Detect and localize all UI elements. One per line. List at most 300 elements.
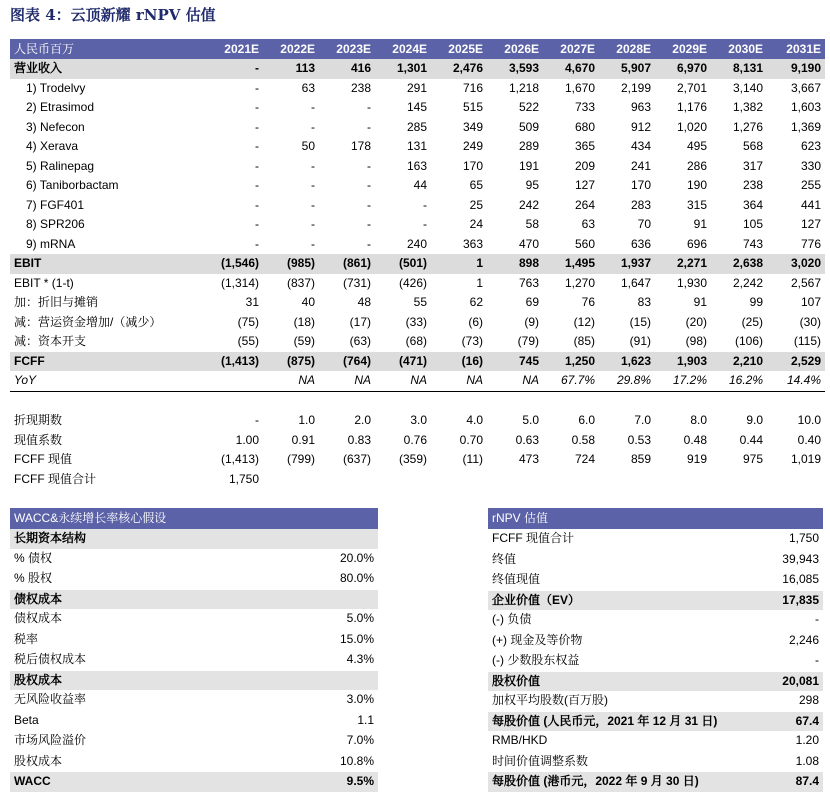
value-cell: 560 [574, 236, 595, 251]
valuation-row [488, 570, 823, 591]
value-cell: 50 [301, 139, 315, 154]
value-cell: 9.5% [280, 772, 378, 792]
value-cell: 568 [742, 139, 763, 154]
value-cell: NA [375, 371, 431, 391]
valuation-row [488, 529, 823, 549]
row-label [10, 391, 205, 411]
value-cell: 1,250 [543, 352, 599, 372]
table-row [10, 470, 825, 490]
value-cell: 16.2% [711, 371, 767, 391]
value-cell: (106) [734, 334, 763, 349]
value-cell: 724 [574, 452, 595, 467]
value-cell: 2,701 [676, 80, 707, 95]
value-cell: 24 [469, 217, 483, 232]
value-cell: (79) [517, 334, 539, 349]
value-cell: - [423, 217, 427, 232]
value-cell: 898 [487, 254, 543, 274]
assumption-row [10, 549, 378, 569]
assumption-row [10, 609, 378, 629]
value-cell: 289 [518, 139, 539, 154]
value-cell: 1,937 [599, 254, 655, 274]
value-cell: 0.40 [797, 432, 821, 447]
value-cell: (15) [629, 314, 651, 329]
value-cell: 1,270 [564, 275, 595, 290]
value-cell: 40 [301, 295, 315, 310]
value-cell: 623 [800, 139, 821, 154]
value-cell: 9.0 [746, 413, 763, 428]
value-cell: (25) [741, 314, 763, 329]
value-cell: 17.2% [655, 371, 711, 391]
row-label: 债权成本 [10, 589, 280, 609]
value-cell [767, 391, 825, 411]
value-cell: 1,750 [228, 471, 259, 486]
value-cell: (426) [398, 275, 427, 290]
table-header [10, 39, 825, 59]
value-cell: 515 [462, 100, 483, 115]
valuation-row [488, 590, 823, 610]
value-cell: 29.8% [599, 371, 655, 391]
value-cell: 1 [431, 254, 487, 274]
table-row [10, 313, 825, 333]
value-cell: - [255, 119, 259, 134]
value-cell: 1,276 [732, 119, 763, 134]
row-label: 税后债权成本 [10, 650, 280, 671]
value-cell: 87.4 [748, 772, 823, 792]
value-cell [543, 391, 599, 411]
value-cell: 1,369 [790, 119, 821, 134]
value-cell: 963 [630, 100, 651, 115]
value-cell: - [367, 158, 371, 173]
row-label: 终值现值 [488, 570, 748, 591]
table-row [10, 137, 825, 157]
value-cell [431, 470, 487, 490]
value-cell: 1,603 [790, 100, 821, 115]
value-cell: 3,020 [767, 254, 825, 274]
value-cell: (799) [286, 452, 315, 467]
valuation-row [488, 751, 823, 772]
value-cell: 1.00 [235, 432, 259, 447]
value-cell [280, 670, 378, 690]
value-cell: 238 [350, 80, 371, 95]
header-label: WACC&永续增长率核心假设 [10, 508, 280, 529]
wacc-assumptions-table [10, 508, 378, 792]
header-label: 人民币百万 [10, 39, 205, 59]
row-label: 长期资本结构 [10, 529, 280, 549]
value-cell: 9,190 [767, 59, 825, 79]
value-cell: (837) [286, 275, 315, 290]
value-cell: 107 [800, 295, 821, 310]
header-cell: 2025E [431, 39, 487, 59]
value-cell: 0.44 [739, 432, 763, 447]
row-label: 6) Taniborbactam [26, 178, 119, 193]
row-label: 时间价值调整系数 [488, 751, 748, 772]
value-cell: (501) [375, 254, 431, 274]
value-cell: - [311, 197, 315, 212]
value-cell [431, 391, 487, 411]
value-cell: 67.7% [543, 371, 599, 391]
value-cell: 241 [630, 158, 651, 173]
table-row [10, 450, 825, 470]
row-label: 企业价值（EV） [488, 590, 748, 610]
value-cell: 238 [742, 178, 763, 193]
value-cell: 1,903 [655, 352, 711, 372]
value-cell: (16) [431, 352, 487, 372]
value-cell: (98) [685, 334, 707, 349]
value-cell: 1,670 [564, 80, 595, 95]
value-cell: - [255, 100, 259, 115]
assumption-row [10, 670, 378, 690]
row-label: 3) Nefecon [26, 119, 85, 134]
value-cell: 16,085 [748, 570, 823, 591]
value-cell: 5.0% [280, 609, 378, 629]
valuation-row [488, 651, 823, 672]
table-header [488, 508, 823, 529]
value-cell: - [311, 119, 315, 134]
table-row [10, 431, 825, 451]
value-cell: 434 [630, 139, 651, 154]
value-cell: 975 [742, 452, 763, 467]
value-cell: 69 [525, 295, 539, 310]
assumption-row [10, 529, 378, 549]
row-label: FCFF 现值合计 [488, 529, 748, 549]
value-cell: 44 [413, 178, 427, 193]
value-cell [599, 391, 655, 411]
value-cell [655, 391, 711, 411]
value-cell: 170 [630, 178, 651, 193]
value-cell: 441 [800, 197, 821, 212]
table-row [10, 196, 825, 216]
value-cell: 8.0 [690, 413, 707, 428]
header-cell: 2027E [543, 39, 599, 59]
value-cell: 298 [748, 691, 823, 711]
header-cell: 2021E [205, 39, 263, 59]
value-cell: (359) [398, 452, 427, 467]
value-cell: 48 [357, 295, 371, 310]
value-cell [599, 470, 655, 490]
valuation-row [488, 711, 823, 731]
value-cell: 283 [630, 197, 651, 212]
value-cell: 636 [630, 236, 651, 251]
row-label: 市场风险溢价 [10, 731, 280, 752]
value-cell: 1.0 [298, 413, 315, 428]
row-label: % 股权 [10, 569, 280, 590]
value-cell: 0.63 [515, 432, 539, 447]
value-cell: 10.0 [797, 413, 821, 428]
row-label: 7) FGF401 [26, 197, 85, 212]
value-cell: 0.58 [571, 432, 595, 447]
value-cell: 1,176 [676, 100, 707, 115]
value-cell: 2,476 [431, 59, 487, 79]
assumption-row [10, 710, 378, 731]
value-cell: 0.91 [291, 432, 315, 447]
value-cell: 1,750 [748, 529, 823, 549]
value-cell [319, 391, 375, 411]
assumption-row [10, 569, 378, 590]
value-cell: 6.0 [578, 413, 595, 428]
assumption-row [10, 589, 378, 609]
value-cell: (115) [793, 334, 821, 349]
header-cell: 2030E [711, 39, 767, 59]
value-cell [711, 470, 767, 490]
value-cell: (1,413) [205, 352, 263, 372]
value-cell: (1,413) [220, 452, 259, 467]
value-cell: 113 [263, 59, 319, 79]
value-cell: 0.76 [403, 432, 427, 447]
value-cell: - [311, 178, 315, 193]
value-cell: NA [487, 371, 543, 391]
value-cell: 3,667 [790, 80, 821, 95]
table-row [10, 391, 825, 411]
row-label: FCFF 现值 [14, 452, 72, 467]
value-cell: 363 [462, 236, 483, 251]
row-label: 每股价值 (港币元，2022 年 9 月 30 日) [488, 772, 748, 792]
value-cell: - [311, 100, 315, 115]
header-label: rNPV 估值 [488, 508, 748, 529]
value-cell: - [255, 80, 259, 95]
value-cell: 470 [518, 236, 539, 251]
value-cell: 733 [574, 100, 595, 115]
row-label: 折现期数 [14, 413, 63, 428]
assumption-row [10, 690, 378, 710]
value-cell: (471) [375, 352, 431, 372]
value-cell: 7.0 [634, 413, 651, 428]
value-cell: (55) [237, 334, 259, 349]
value-cell: - [748, 610, 823, 630]
value-cell: - [255, 413, 259, 428]
value-cell: 91 [693, 295, 707, 310]
value-cell [375, 391, 431, 411]
value-cell: (33) [405, 314, 427, 329]
table-row [10, 235, 825, 255]
value-cell: 2,246 [748, 630, 823, 651]
value-cell: (764) [319, 352, 375, 372]
value-cell: 349 [462, 119, 483, 134]
value-cell: - [255, 217, 259, 232]
value-cell: 2.0 [354, 413, 371, 428]
value-cell: 264 [574, 197, 595, 212]
valuation-row [488, 630, 823, 651]
value-cell: (11) [462, 452, 483, 467]
value-cell [319, 470, 375, 490]
header-cell: 2031E [767, 39, 825, 59]
value-cell: 127 [574, 178, 595, 193]
table-row [10, 254, 825, 274]
value-cell: 91 [693, 217, 707, 232]
rnpv-valuation-table [488, 508, 823, 792]
value-cell: - [255, 178, 259, 193]
value-cell: 1.20 [748, 731, 823, 751]
value-cell: - [367, 119, 371, 134]
row-label: 债权成本 [10, 609, 280, 629]
row-label: 现值系数 [14, 432, 63, 447]
value-cell: 242 [518, 197, 539, 212]
value-cell: 145 [406, 100, 427, 115]
value-cell: (18) [293, 314, 315, 329]
value-cell: 249 [462, 139, 483, 154]
table-row [10, 371, 825, 391]
value-cell: (875) [263, 352, 319, 372]
value-cell: - [311, 236, 315, 251]
value-cell: 163 [406, 158, 427, 173]
value-cell: 743 [742, 236, 763, 251]
value-cell: 0.70 [459, 432, 483, 447]
value-cell: 14.4% [767, 371, 825, 391]
table-row [10, 411, 825, 431]
value-cell: (17) [349, 314, 371, 329]
value-cell: 1.1 [280, 710, 378, 731]
value-cell: - [205, 59, 263, 79]
value-cell: 680 [574, 119, 595, 134]
value-cell: - [748, 651, 823, 672]
value-cell: - [311, 217, 315, 232]
value-cell: 776 [800, 236, 821, 251]
value-cell: 473 [518, 452, 539, 467]
row-label: 5) Ralinepag [26, 158, 95, 173]
row-label: FCFF 现值合计 [14, 471, 96, 486]
valuation-row [488, 691, 823, 711]
header-cell: 2022E [263, 39, 319, 59]
value-cell: 1,382 [732, 100, 763, 115]
value-cell: 1,020 [676, 119, 707, 134]
value-cell: (73) [461, 334, 483, 349]
table-row [10, 59, 825, 79]
value-cell: (6) [468, 314, 483, 329]
value-cell: 70 [637, 217, 651, 232]
value-cell: 1,930 [676, 275, 707, 290]
value-cell: 1.08 [748, 751, 823, 772]
value-cell: - [367, 100, 371, 115]
row-label: Beta [10, 710, 280, 731]
value-cell: 255 [800, 178, 821, 193]
header-cell [748, 508, 823, 529]
figure-title: 图表 4：云顶新耀 rNPV 估值 [10, 6, 216, 24]
value-cell: 522 [518, 100, 539, 115]
value-cell: (30) [799, 314, 821, 329]
value-cell: (91) [629, 334, 651, 349]
value-cell: 58 [525, 217, 539, 232]
value-cell: 20,081 [748, 671, 823, 691]
value-cell [263, 470, 319, 490]
value-cell: (85) [573, 334, 595, 349]
value-cell: 17,835 [748, 590, 823, 610]
value-cell: 696 [686, 236, 707, 251]
table-row [10, 157, 825, 177]
assumption-row [10, 629, 378, 650]
value-cell: 330 [800, 158, 821, 173]
valuation-row [488, 731, 823, 751]
value-cell [767, 470, 825, 490]
value-cell [711, 391, 767, 411]
table-row [10, 332, 825, 352]
value-cell: (1,546) [205, 254, 263, 274]
value-cell: 190 [686, 178, 707, 193]
row-label: (-) 负债 [488, 610, 748, 630]
row-label: 股权价值 [488, 671, 748, 691]
row-label: 无风险收益率 [10, 690, 280, 710]
value-cell: (985) [263, 254, 319, 274]
value-cell: (20) [685, 314, 707, 329]
value-cell: 0.48 [683, 432, 707, 447]
row-label: 加权平均股数(百万股) [488, 691, 748, 711]
value-cell: 3,140 [732, 80, 763, 95]
row-label: 每股价值 (人民币元，2021 年 12 月 31 日) [488, 711, 748, 731]
value-cell: 5,907 [599, 59, 655, 79]
value-cell: 7.0% [280, 731, 378, 752]
assumption-row [10, 731, 378, 752]
table-row [10, 118, 825, 138]
row-label: % 债权 [10, 549, 280, 569]
value-cell: 8,131 [711, 59, 767, 79]
value-cell: 495 [686, 139, 707, 154]
value-cell [205, 371, 263, 391]
value-cell: 10.8% [280, 751, 378, 772]
table-row [10, 98, 825, 118]
value-cell: 1,301 [375, 59, 431, 79]
row-label: 减：营运资金增加/（减少） [14, 314, 162, 329]
row-label: RMB/HKD [488, 731, 748, 751]
value-cell: 31 [245, 295, 259, 310]
projection-table [10, 39, 825, 489]
value-cell: 286 [686, 158, 707, 173]
value-cell: 4,670 [543, 59, 599, 79]
value-cell: - [367, 178, 371, 193]
value-cell: 105 [742, 217, 763, 232]
value-cell: 2,529 [767, 352, 825, 372]
value-cell: (861) [319, 254, 375, 274]
value-cell: 63 [581, 217, 595, 232]
value-cell: 62 [469, 295, 483, 310]
value-cell: - [367, 197, 371, 212]
row-label: 4) Xerava [26, 139, 79, 154]
value-cell: (12) [573, 314, 595, 329]
row-label: WACC [10, 772, 280, 792]
value-cell: 1,019 [790, 452, 821, 467]
value-cell: 240 [406, 236, 427, 251]
row-label: EBIT * (1-t) [14, 275, 74, 290]
value-cell: - [255, 139, 259, 154]
value-cell: 3.0 [410, 413, 427, 428]
value-cell: 716 [462, 80, 483, 95]
assumption-row [10, 751, 378, 772]
value-cell: NA [263, 371, 319, 391]
value-cell: 170 [462, 158, 483, 173]
value-cell: 99 [749, 295, 763, 310]
value-cell: - [255, 197, 259, 212]
table-header [10, 508, 378, 529]
row-label: 终值 [488, 549, 748, 570]
value-cell: 67.4 [748, 711, 823, 731]
value-cell: 191 [518, 158, 539, 173]
value-cell [543, 470, 599, 490]
value-cell: (75) [237, 314, 259, 329]
value-cell: 859 [630, 452, 651, 467]
value-cell: 20.0% [280, 549, 378, 569]
value-cell: NA [319, 371, 375, 391]
value-cell: 1,218 [508, 80, 539, 95]
row-label: FCFF [10, 352, 205, 372]
row-label: 8) SPR206 [26, 217, 85, 232]
value-cell: - [311, 158, 315, 173]
value-cell: 763 [518, 275, 539, 290]
table-row [10, 176, 825, 196]
row-label: 2) Etrasimod [26, 100, 95, 115]
value-cell: 6,970 [655, 59, 711, 79]
value-cell: 509 [518, 119, 539, 134]
value-cell: 0.83 [347, 432, 371, 447]
header-cell [280, 508, 378, 529]
row-label: (-) 少数股东权益 [488, 651, 748, 672]
value-cell: - [255, 158, 259, 173]
